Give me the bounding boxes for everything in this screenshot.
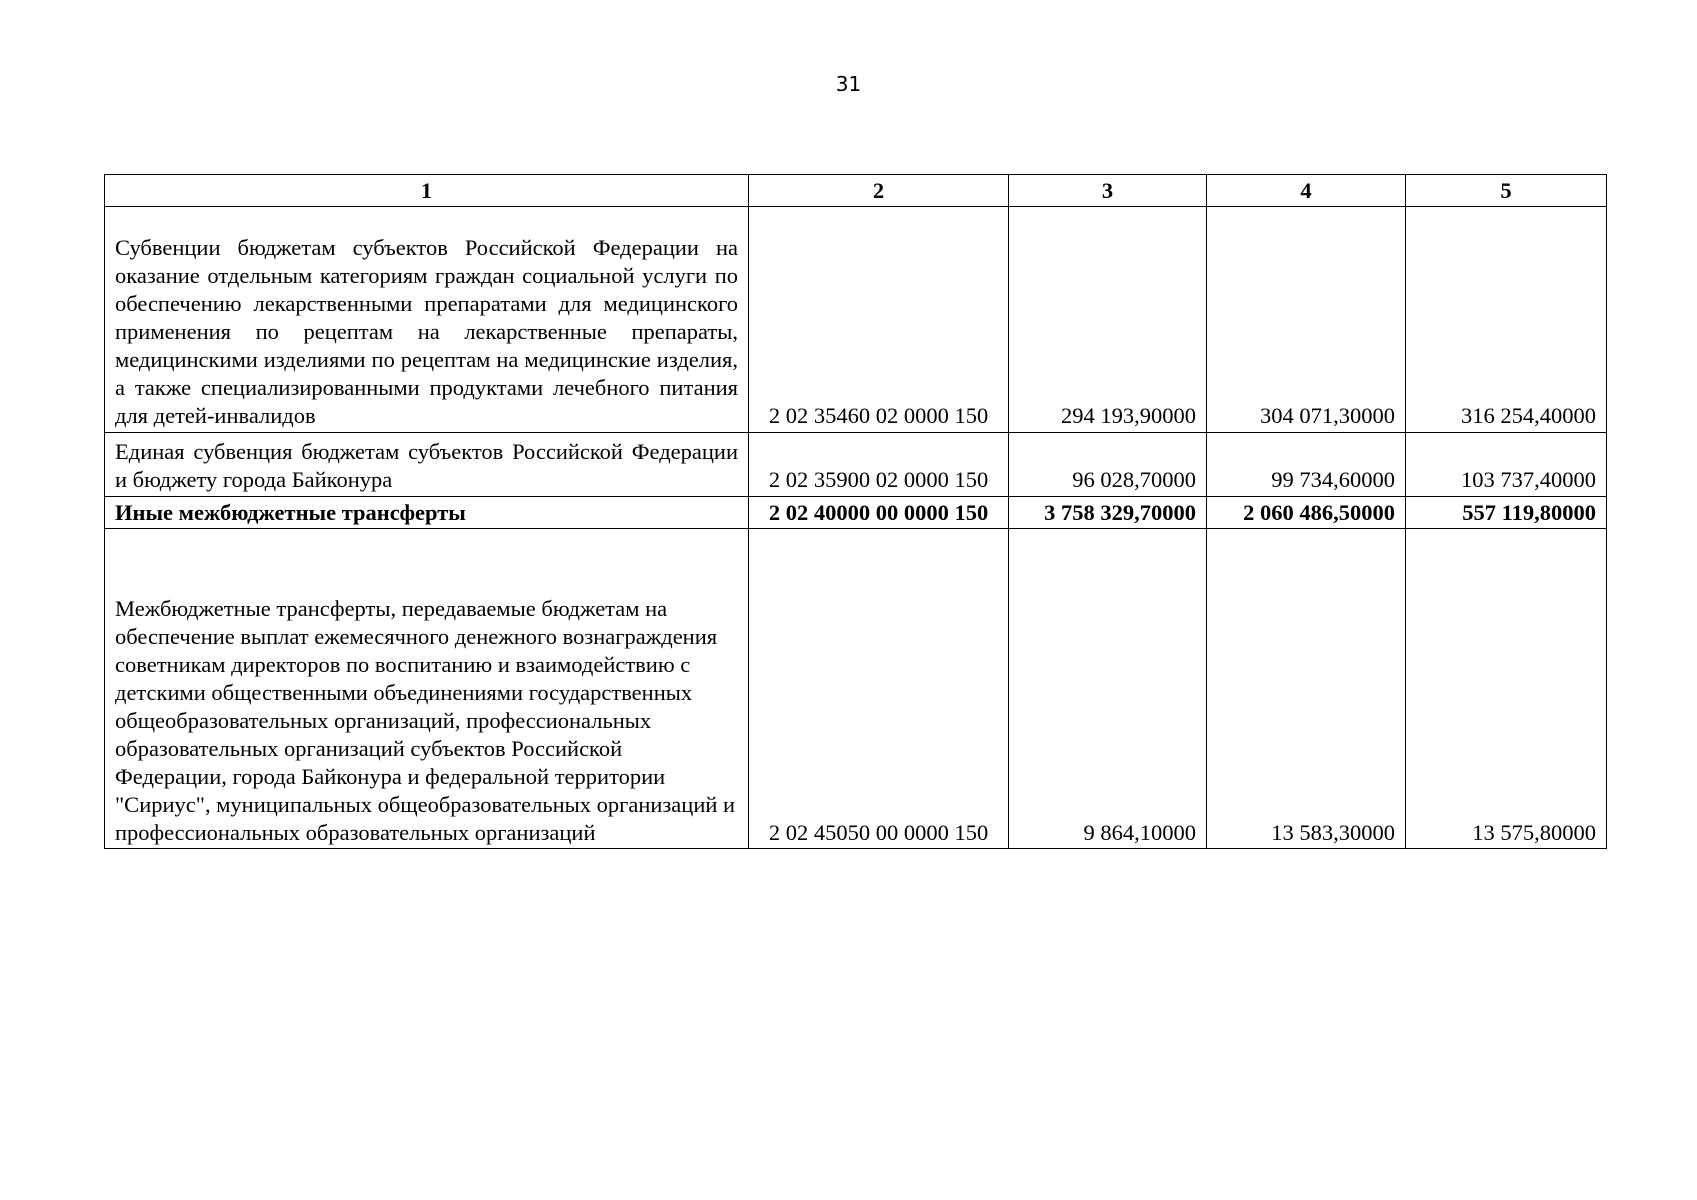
- row-value-col5: 103 737,40000: [1406, 433, 1607, 497]
- row-value-col3: 9 864,10000: [1009, 529, 1207, 849]
- row-code: 2 02 40000 00 0000 150: [749, 497, 1009, 529]
- row-value-col3: 3 758 329,70000: [1009, 497, 1207, 529]
- row-description-text: Субвенции бюджетам субъектов Российской Федерации на оказание отдельным категориям граждан социальной услуги по обеспечению лекарственными препаратами для медицинского применения по рецептам на лекарственные препараты, медицинскими изделиями по рецептам на медицинские изделия, а также специализированными продуктами лечебного питания для детей-инвалидов: [115, 235, 738, 428]
- column-header-3: 3: [1009, 175, 1207, 207]
- row-value-col3: 294 193,90000: [1009, 207, 1207, 433]
- column-header-5: 5: [1406, 175, 1607, 207]
- row-description: Иные межбюджетные трансферты: [105, 497, 749, 529]
- row-description: [105, 529, 749, 849]
- column-header-2: 2: [749, 175, 1009, 207]
- table-row: [105, 529, 1607, 849]
- row-code: 2 02 35460 02 0000 150: [749, 207, 1009, 433]
- row-description: [105, 433, 749, 497]
- column-header-4: 4: [1207, 175, 1406, 207]
- row-description-text: Единая субвенция бюджетам субъектов Российской Федерации и бюджету города Байконура: [115, 439, 738, 492]
- table-row: [105, 207, 1607, 433]
- table-row: [105, 433, 1607, 497]
- row-value-col4: 13 583,30000: [1207, 529, 1406, 849]
- table-row-total: [105, 497, 1607, 529]
- row-code: 2 02 35900 02 0000 150: [749, 433, 1009, 497]
- row-value-col4: 99 734,60000: [1207, 433, 1406, 497]
- row-description-text: Межбюджетные трансферты, передаваемые бюджетам на обеспечение выплат ежемесячного денежного вознаграждения советникам директоров по воспитанию и взаимодействию с детскими общественными объединениями государственных общеобразовательных организаций, профессиональных образовательных организаций субъектов Российской Федерации, города Байконура и федеральной территории "Сириус", муниципальных общеобразовательных организаций и профессиональных образовательных организаций: [115, 596, 736, 845]
- page-number: 31: [835, 72, 862, 96]
- row-value-col3: 96 028,70000: [1009, 433, 1207, 497]
- budget-table: [104, 174, 1607, 849]
- row-value-col4: 2 060 486,50000: [1207, 497, 1406, 529]
- row-description: [105, 207, 749, 433]
- row-code: 2 02 45050 00 0000 150: [749, 529, 1009, 849]
- row-value-col5: 557 119,80000: [1406, 497, 1607, 529]
- row-value-col4: 304 071,30000: [1207, 207, 1406, 433]
- table-header-row: [105, 175, 1607, 207]
- column-header-1: 1: [105, 175, 749, 207]
- row-value-col5: 13 575,80000: [1406, 529, 1607, 849]
- row-value-col5: 316 254,40000: [1406, 207, 1607, 433]
